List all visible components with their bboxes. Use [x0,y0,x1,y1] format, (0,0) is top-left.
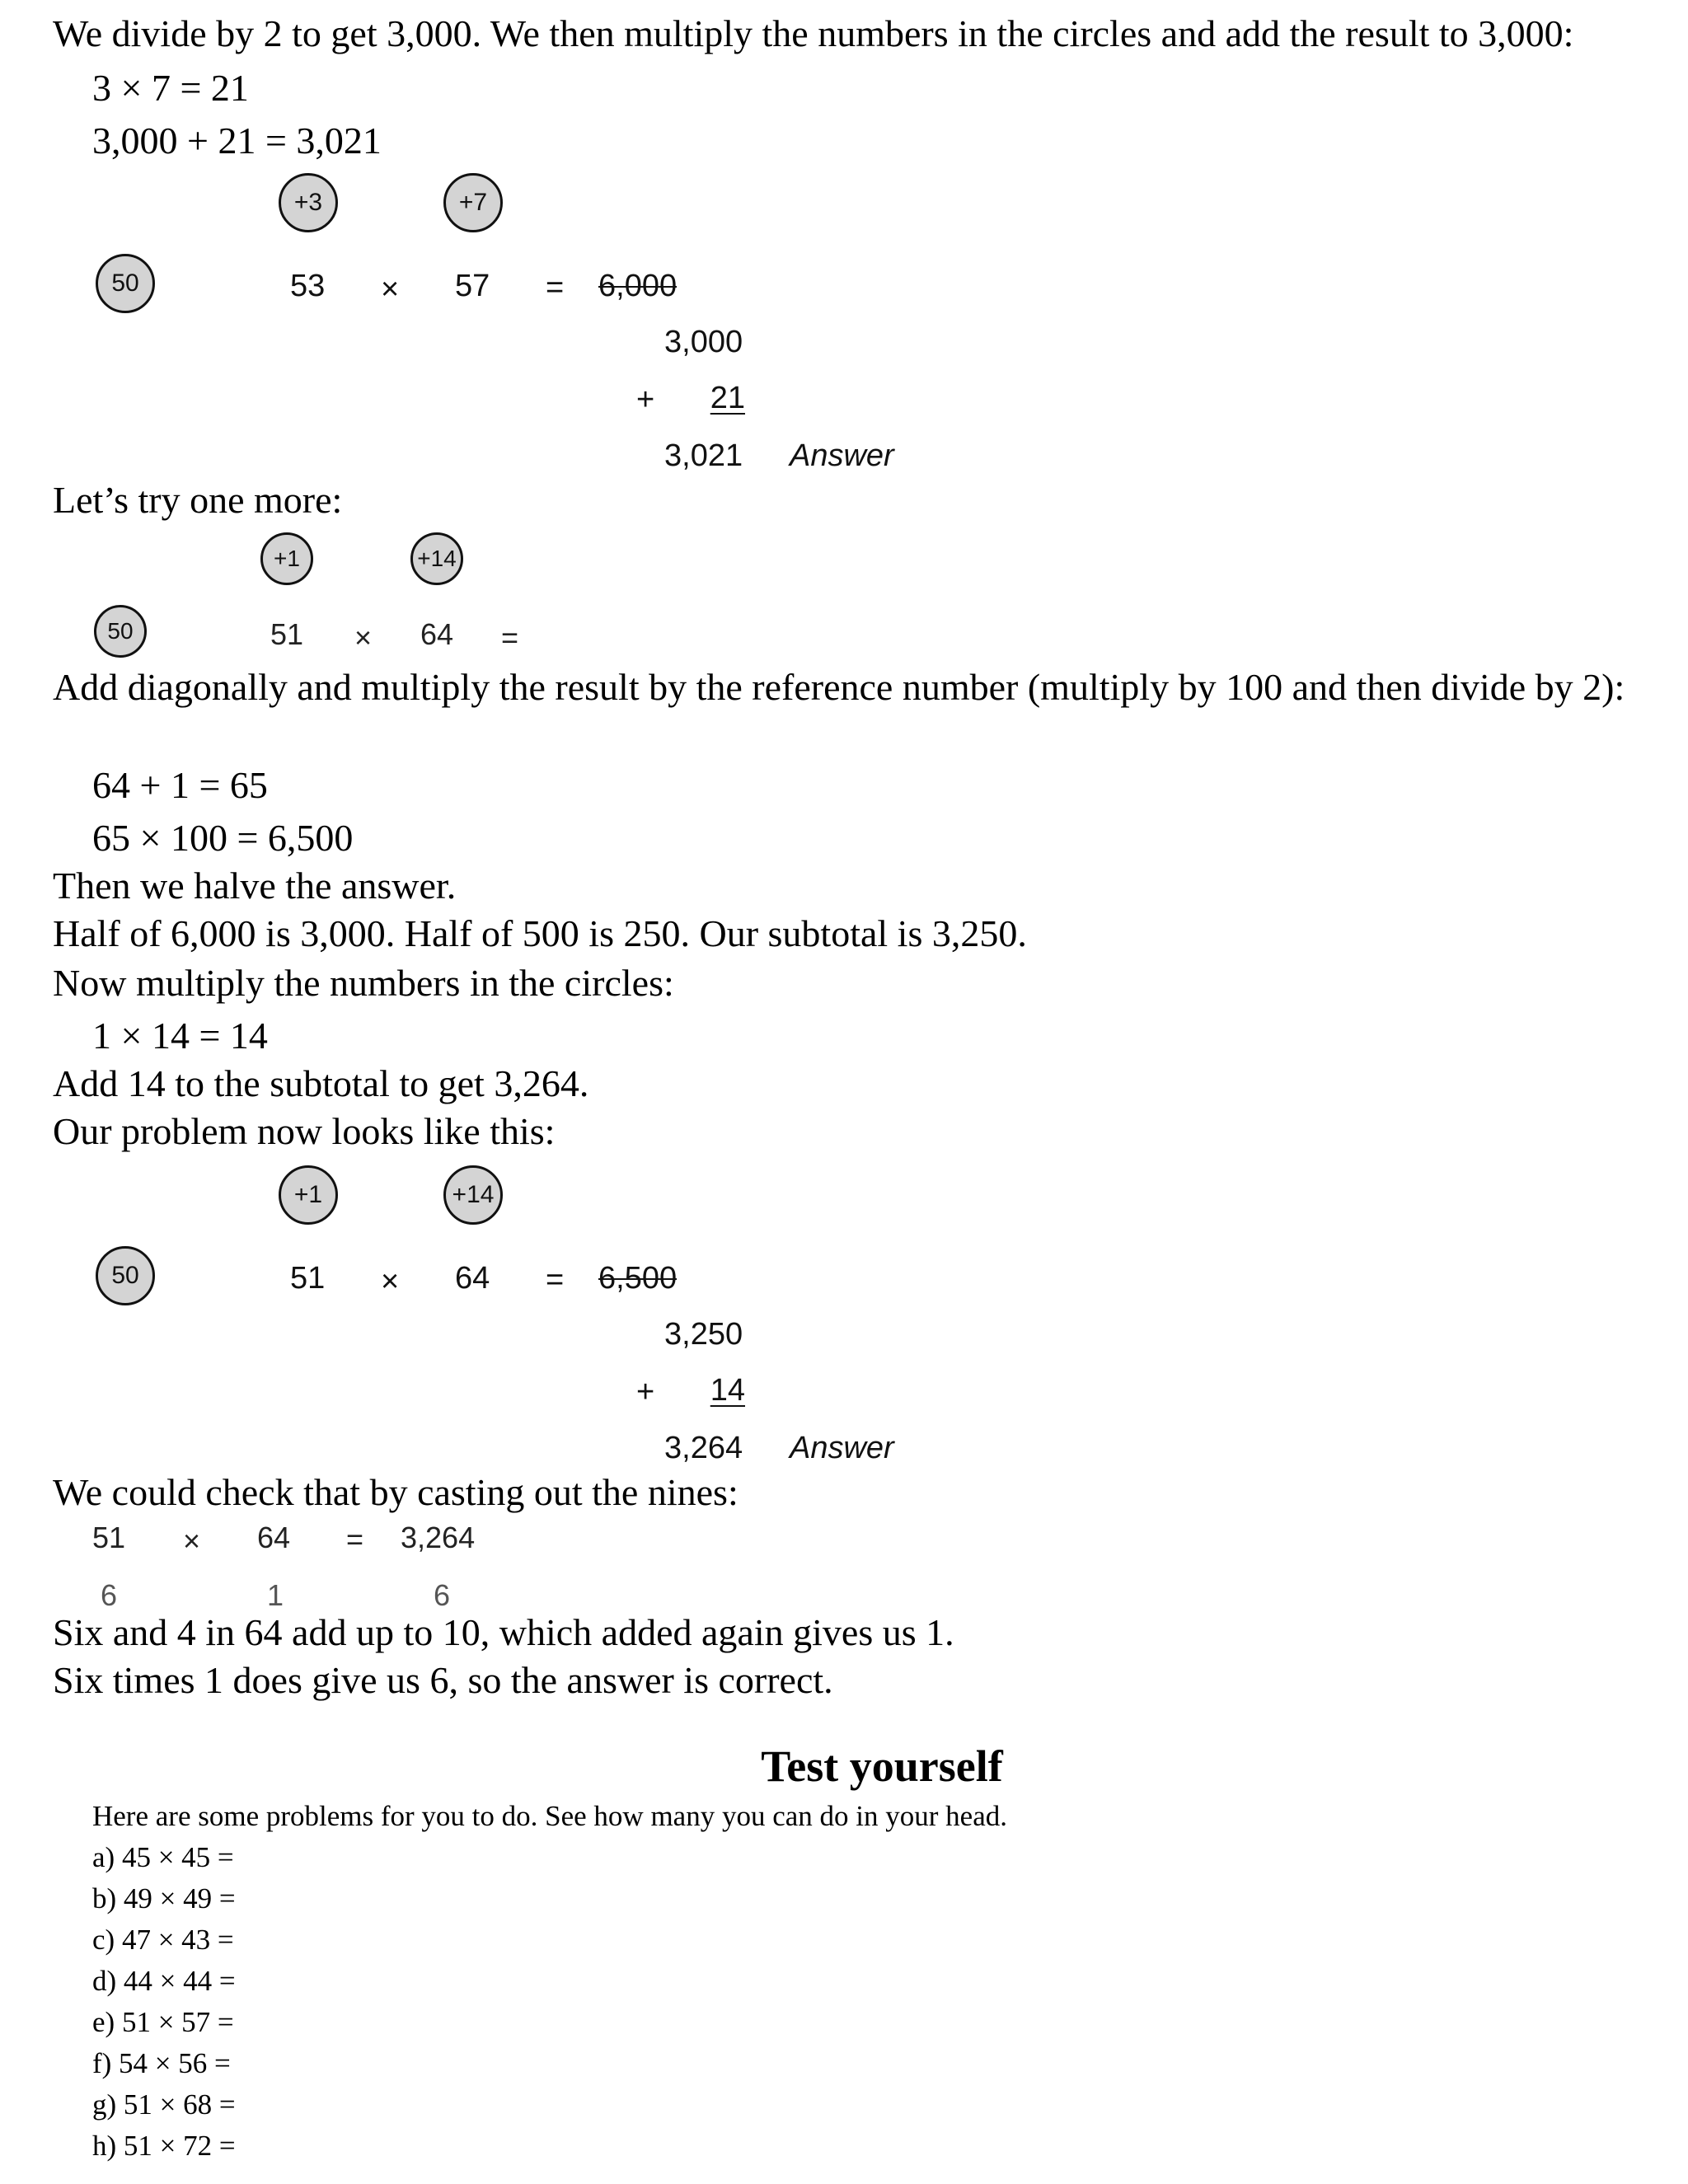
result: 3,021 [664,438,743,473]
equation-3000-plus-21: 3,000 + 21 = 3,021 [92,120,382,162]
number-64: 64 [420,617,454,651]
circle-reference-50: 50 [96,254,155,313]
struck-subtotal: 6,000 [598,269,678,303]
circle-plus-14: +14 [410,532,463,585]
number-51: 51 [92,1521,126,1554]
plus-sign: + [636,382,655,417]
circle-reference-50: 50 [94,605,147,658]
add-diagonally-paragraph: Add diagonally and multiply the result by the reference number (multiply by 100 and then divide by 2): [53,666,1625,708]
section-heading: Test yourself [761,1741,1003,1791]
product: 3,264 [401,1521,476,1554]
equals-sign: = [546,1263,565,1297]
number-57: 57 [455,269,490,303]
circle-plus-14: +14 [443,1165,503,1225]
looks-like-text: Our problem now looks like this: [53,1110,556,1152]
times-sign: × [183,1524,201,1558]
casting-out-nines-intro: We could check that by casting out the nines: [53,1471,738,1513]
number-51: 51 [270,617,304,651]
plus-sign: + [636,1375,655,1409]
number-64: 64 [257,1521,291,1554]
equation-64-plus-1: 64 + 1 = 65 [92,764,268,806]
problem-item: a) 45 × 45 = [92,1841,234,1873]
halve-text: Then we halve the answer. [53,865,457,907]
multiply-circles-text: Now multiply the numbers in the circles: [53,962,674,1004]
circle-plus-1: +1 [260,532,313,585]
struck-subtotal: 6,500 [598,1261,678,1296]
half-subtotal: 3,000 [664,325,743,359]
equation-1x14: 1 × 14 = 14 [92,1015,268,1057]
check-line-2: Six times 1 does give us 6, so the answer is correct. [53,1659,833,1701]
problem-item: h) 51 × 72 = [92,2130,236,2162]
problem-item: d) 44 × 44 = [92,1965,236,1997]
equals-sign: = [501,621,519,654]
half-subtotal: 3,250 [664,1317,743,1352]
digit-sum-51: 6 [101,1578,118,1612]
times-sign: × [381,272,400,307]
add-14-text: Add 14 to the subtotal to get 3,264. [53,1062,589,1104]
half-subtotal-text: Half of 6,000 is 3,000. Half of 500 is 250. Our subtotal is 3,250. [53,912,1027,954]
digit-sum-product: 6 [434,1578,451,1612]
equation-3x7: 3 × 7 = 21 [92,67,249,109]
digit-sum-64: 1 [267,1578,284,1612]
test-intro: Here are some problems for you to do. See how many you can do in your head. [92,1800,1007,1832]
addend: 14 [710,1373,745,1408]
result: 3,264 [664,1431,743,1465]
circle-plus-3: +3 [279,173,338,232]
addend: 21 [710,381,745,415]
intro-paragraph: We divide by 2 to get 3,000. We then multiply the numbers in the circles and add the result to 3,000: [53,12,1574,54]
number-51: 51 [290,1261,326,1296]
problem-item: b) 49 × 49 = [92,1882,236,1915]
equation-65x100: 65 × 100 = 6,500 [92,817,354,859]
problem-item: g) 51 × 68 = [92,2088,236,2121]
times-sign: × [354,621,373,654]
number-64: 64 [455,1261,490,1296]
circle-plus-7: +7 [443,173,503,232]
check-line-1: Six and 4 in 64 add up to 10, which added again gives us 1. [53,1611,954,1653]
problem-item: c) 47 × 43 = [92,1924,234,1956]
times-sign: × [381,1264,400,1299]
equals-sign: = [546,270,565,305]
answer-label: Answer [790,1431,894,1465]
problem-item: e) 51 × 57 = [92,2006,234,2038]
answer-label: Answer [790,438,894,473]
circle-plus-1: +1 [279,1165,338,1225]
number-53: 53 [290,269,326,303]
one-more-text: Let’s try one more: [53,479,343,521]
circle-reference-50: 50 [96,1246,155,1305]
problem-item: f) 54 × 56 = [92,2047,231,2079]
equals-sign: = [346,1522,364,1556]
